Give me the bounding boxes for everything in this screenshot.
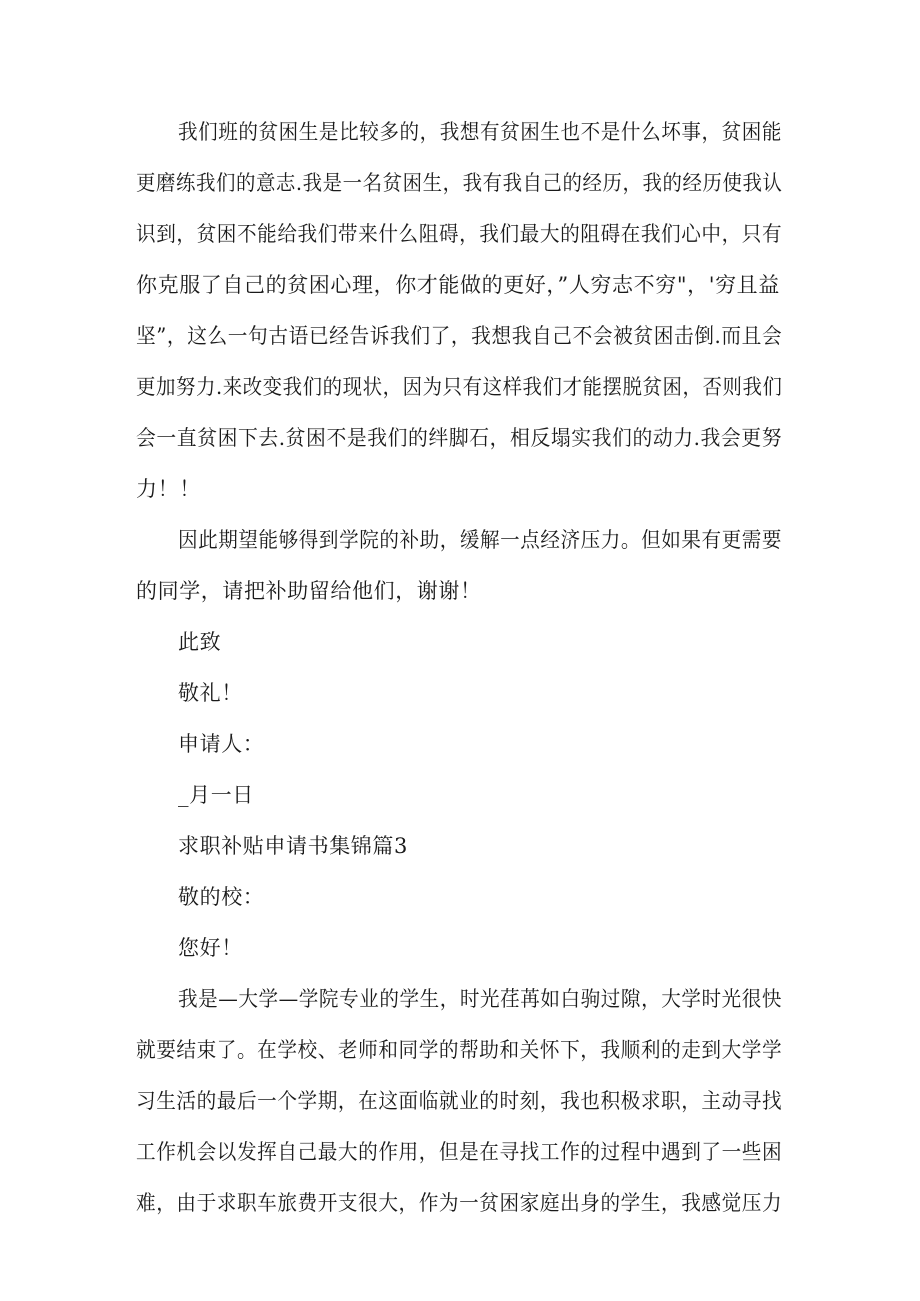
paragraph-1-line-7: 会一直贫困下去.贫困不是我们的绊脚石，相反塌实我们的动力.我会更努	[136, 426, 783, 450]
date-line: _月一日	[178, 783, 254, 807]
section-title: 求职补贴申请书集锦篇3	[178, 834, 408, 858]
paragraph-1-line-4: 你克服了自己的贫困心理，你才能做的更好，”人穷志不穷"，'穷且益	[136, 273, 780, 297]
closing-jingli: 敬礼！	[178, 681, 243, 705]
salutation: 敬的校：	[178, 885, 265, 909]
paragraph-1-line-2: 更磨练我们的意志.我是一名贫困生，我有我自己的经历，我的经历使我认	[136, 171, 783, 195]
paragraph-3-line-4: 工作机会以发挥自己最大的作用，但是在寻找工作的过程中遇到了一些困	[136, 1140, 783, 1164]
paragraph-1-line-6: 更加努力.来改变我们的现状，因为只有这样我们才能摆脱贫困，否则我们	[136, 375, 783, 399]
paragraph-1-line-3: 识到，贫困不能给我们带来什么阻碍，我们最大的阻碍在我们心中，只有	[136, 222, 783, 246]
paragraph-1-line-5: 坚”，这么一句古语已经告诉我们了，我想我自己不会被贫困击倒.而且会	[136, 324, 783, 348]
closing-cizhi: 此致	[178, 630, 222, 654]
paragraph-1-line-8: 力！！	[136, 477, 201, 501]
paragraph-3-line-2: 就要结束了。在学校、老师和同学的帮助和关怀下，我顺利的走到大学学	[136, 1038, 783, 1062]
applicant-label: 申请人：	[178, 732, 265, 756]
paragraph-2-line-1: 因此期望能够得到学院的补助，缓解一点经济压力。但如果有更需要	[178, 528, 783, 552]
paragraph-3-line-3: 习生活的最后一个学期，在这面临就业的时刻，我也积极求职，主动寻找	[136, 1089, 783, 1113]
paragraph-3-line-1: 我是—大学—学院专业的学生，时光荏苒如白驹过隙，大学时光很快	[178, 987, 783, 1011]
paragraph-3-line-5: 难，由于求职车旅费开支很大，作为一贫困家庭出身的学生，我感觉压力	[136, 1191, 783, 1215]
paragraph-1-line-1: 我们班的贫困生是比较多的，我想有贫困生也不是什么坏事，贫困能	[178, 120, 783, 144]
greeting: 您好！	[178, 936, 243, 960]
paragraph-2-line-2: 的同学，请把补助留给他们，谢谢！	[136, 579, 482, 603]
